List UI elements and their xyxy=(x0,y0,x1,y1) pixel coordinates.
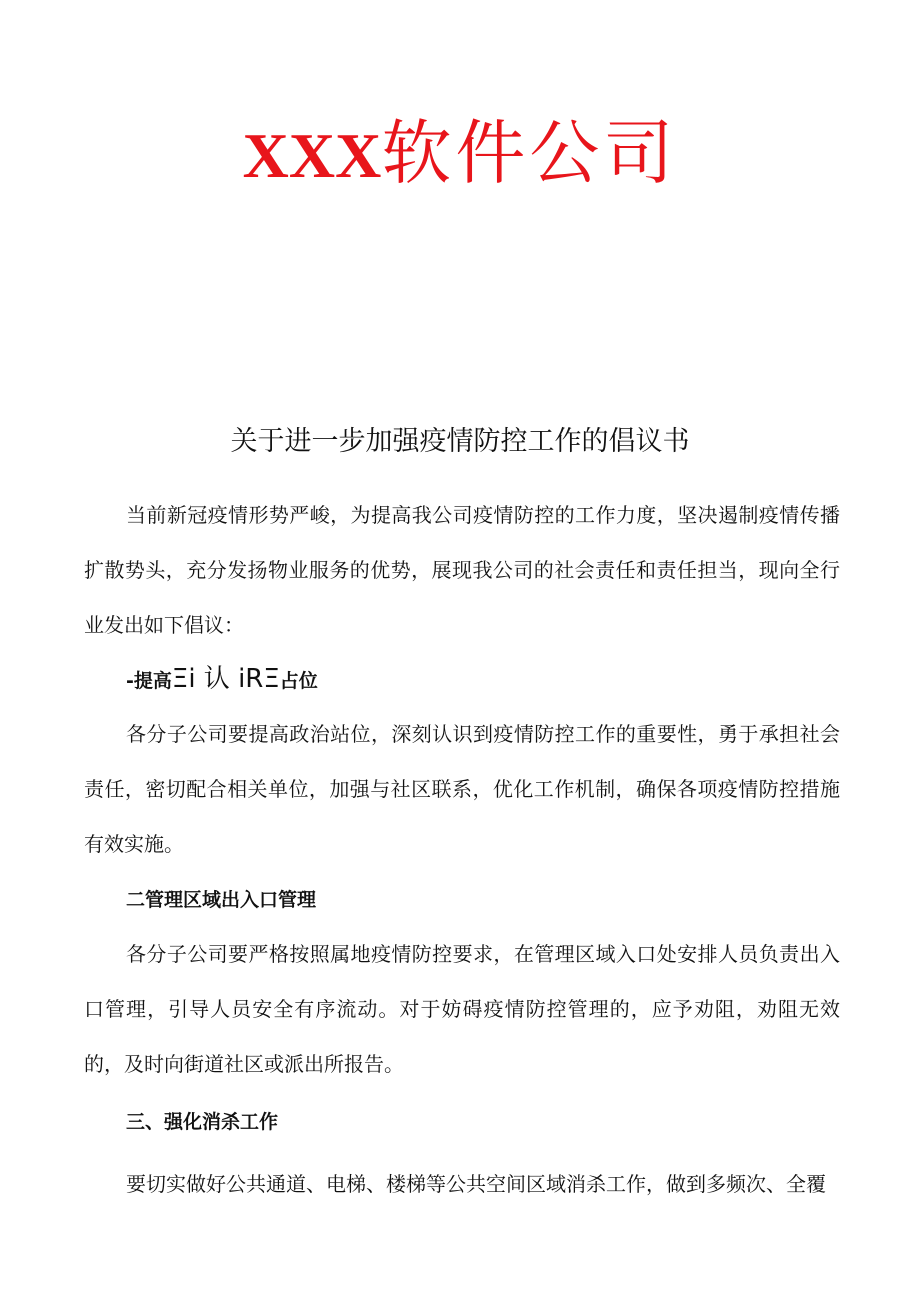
section-body-2: 各分子公司要严格按照属地疫情防控要求，在管理区域入口处安排人员负责出入口管理，引导人员安全有序流动。对于妨碍疫情防控管理的，应予劝阻，劝阻无效的，及时向街道社区或派出所报告。 xyxy=(84,942,840,1076)
section-heading-1-garbled: Ξi 认 iRΞ xyxy=(171,664,280,694)
company-name-cjk: 软件公司 xyxy=(381,112,678,194)
section-heading-1-prefix: -提高 xyxy=(126,670,172,692)
intro-paragraph: 当前新冠疫情形势严峻，为提高我公司疫情防控的工作力度，坚决遏制疫情传播扩散势头，充分发扬物业服务的优势，展现我公司的社会责任和责任担当，现向全行业发出如下倡议： xyxy=(84,503,840,637)
section-body-1: 各分子公司要提高政治站位，深刻认识到疫情防控工作的重要性，勇于承担社会责任，密切配合相关单位，加强与社区联系，优化工作机制，确保各项疫情防控措施有效实施。 xyxy=(84,722,840,856)
document-title: 关于进一步加强疫情防控工作的倡议书 xyxy=(230,426,690,457)
section-body-3: 要切实做好公共通道、电梯、楼梯等公共空间区域消杀工作，做到多频次、全覆 xyxy=(126,1172,826,1196)
section-heading-1 xyxy=(126,664,318,696)
section-heading-2: 二管理区域出入口管理 xyxy=(126,889,317,911)
section-heading-3: 三、强化消杀工作 xyxy=(126,1111,279,1133)
company-header xyxy=(0,108,920,201)
section-heading-1-suffix: 占位 xyxy=(279,670,318,692)
company-name-latin: XXX xyxy=(242,120,382,191)
